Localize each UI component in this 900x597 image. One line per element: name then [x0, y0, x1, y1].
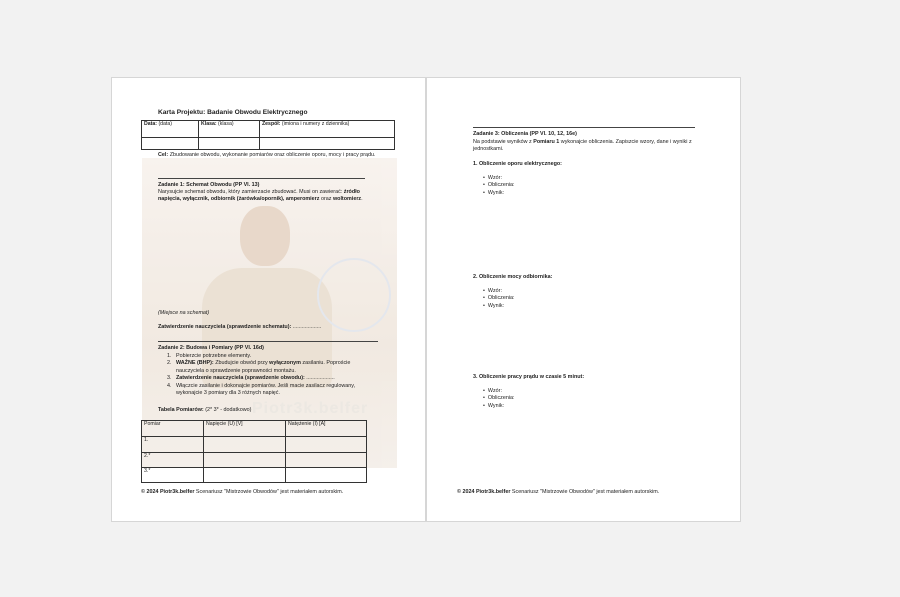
row-label: 1.: [142, 437, 204, 453]
column-header: Natężenie (I) [A]: [286, 421, 367, 437]
table-cell: [204, 437, 286, 453]
list-item: • Obliczenia:: [483, 395, 515, 402]
column-header: Pomiar: [142, 421, 204, 437]
table-header-row: [142, 421, 367, 437]
list-item: 2. WAŻNE (BHP): Zbudujcie obwód przy wyłączonym zasilaniu. Poproście nauczyciela o sprawdzenie poprawności montażu.: [167, 360, 351, 374]
list-item: • Wynik:: [483, 302, 505, 309]
table-cell: [286, 437, 367, 453]
page-footer: © 2024 Piotr3k.belfer Scenariusz "Mistrzowie Obwodów" jest materiałem autorskim.: [457, 489, 660, 495]
info-input-klasa: [199, 138, 260, 150]
table-row: [142, 468, 367, 483]
list-item: • Wzór:: [483, 388, 502, 394]
info-cell-klasa: Klasa: (klasa): [199, 121, 260, 138]
section-title: 2. Obliczenie mocy odbiornika:: [473, 274, 553, 280]
table-row: [142, 437, 367, 453]
task1-text: Narysujcie schemat obwodu, który zamierzacie zbudować. Musi on zawierać: źródło napięcia, wyłącznik, odbiornik (żarówka/opornik), amperomierz oraz woltomierz.: [158, 189, 363, 203]
page-title: Karta Projektu: Badanie Obwodu Elektrycznego: [158, 109, 308, 116]
task2-list: [167, 353, 377, 397]
section-title: 1. Obliczenie oporu elektrycznego:: [473, 161, 562, 167]
table-cell: [286, 453, 367, 468]
info-input-zespol: [260, 138, 395, 150]
section-bullets: [483, 388, 515, 410]
task1-heading: Zadanie 1: Schemat Obwodu (PP VI. 13): [158, 182, 260, 188]
info-cell-zespol: Zespół: (imiona i numery z dziennika): [260, 121, 395, 138]
task1-approval: Zatwierdzenie nauczyciela (sprawdzenie schematu): ...................: [158, 324, 322, 330]
list-item: • Wzór:: [483, 288, 502, 294]
row-label: 2.*: [142, 453, 204, 468]
page-footer: © 2024 Piotr3k.belfer Scenariusz "Mistrzowie Obwodów" jest materiałem autorskim.: [141, 489, 344, 495]
goal-text: Cel: Zbudowanie obwodu, wykonanie pomiarów oraz obliczenie oporu, mocy i pracy prądu.: [158, 152, 376, 158]
task2-heading: Zadanie 2: Budowa i Pomiary (PP VI. 16d): [158, 345, 264, 351]
table-cell: [286, 468, 367, 483]
list-item: • Obliczenia:: [483, 295, 515, 302]
section-bullets: [483, 175, 515, 197]
illustration-figure-head: [240, 206, 290, 266]
row-label: 3.*: [142, 468, 204, 483]
divider: [158, 178, 365, 179]
list-item: • Obliczenia:: [483, 182, 515, 189]
info-table: [141, 120, 395, 150]
divider: [158, 341, 378, 342]
divider: [473, 127, 695, 128]
table-cell: [204, 453, 286, 468]
section-title: 3. Obliczenie pracy prądu w czasie 5 minut:: [473, 374, 585, 380]
list-item: 1. Pobierzcie potrzebne elementy.: [167, 353, 252, 359]
list-item: 4. Włączcie zasilanie i dokonajcie pomiarów. Jeśli macie zasilacz regulowany, wykonajcie 3 pomiary dla 3 różnych napięć.: [167, 382, 356, 397]
document-page-right: [426, 77, 741, 522]
section-bullets: [483, 288, 515, 310]
task3-heading: Zadanie 3: Obliczenia (PP VI. 10, 12, 16e): [473, 131, 577, 137]
watermark-logo: Piotr3k.belfer: [252, 400, 369, 417]
measurement-table: [141, 420, 367, 483]
table-cell: [204, 468, 286, 483]
info-input-data: [142, 138, 199, 150]
illustration-bubble: [317, 258, 391, 332]
measurement-table-label: Tabela Pomiarów: (2* 3* - dodatkowo): [158, 407, 252, 413]
document-page-left: [111, 77, 426, 522]
schema-placeholder: (Miejsce na schemat): [158, 310, 210, 316]
task3-intro: Na podstawie wyników z Pomiaru 1 wykonajcie obliczenia. Zapiszcie wzory, dane i wyniki z jednostkami.: [473, 139, 692, 153]
list-item: • Wzór:: [483, 175, 502, 181]
info-cell-data: Data: (data): [142, 121, 199, 138]
list-item: • Wynik:: [483, 402, 505, 409]
list-item: • Wynik:: [483, 189, 505, 196]
list-item: 3. Zatwierdzenie nauczyciela (sprawdzenie obwodu): ...................: [167, 375, 335, 382]
column-header: Napięcie (U) [V]: [204, 421, 286, 437]
table-row: [142, 453, 367, 468]
